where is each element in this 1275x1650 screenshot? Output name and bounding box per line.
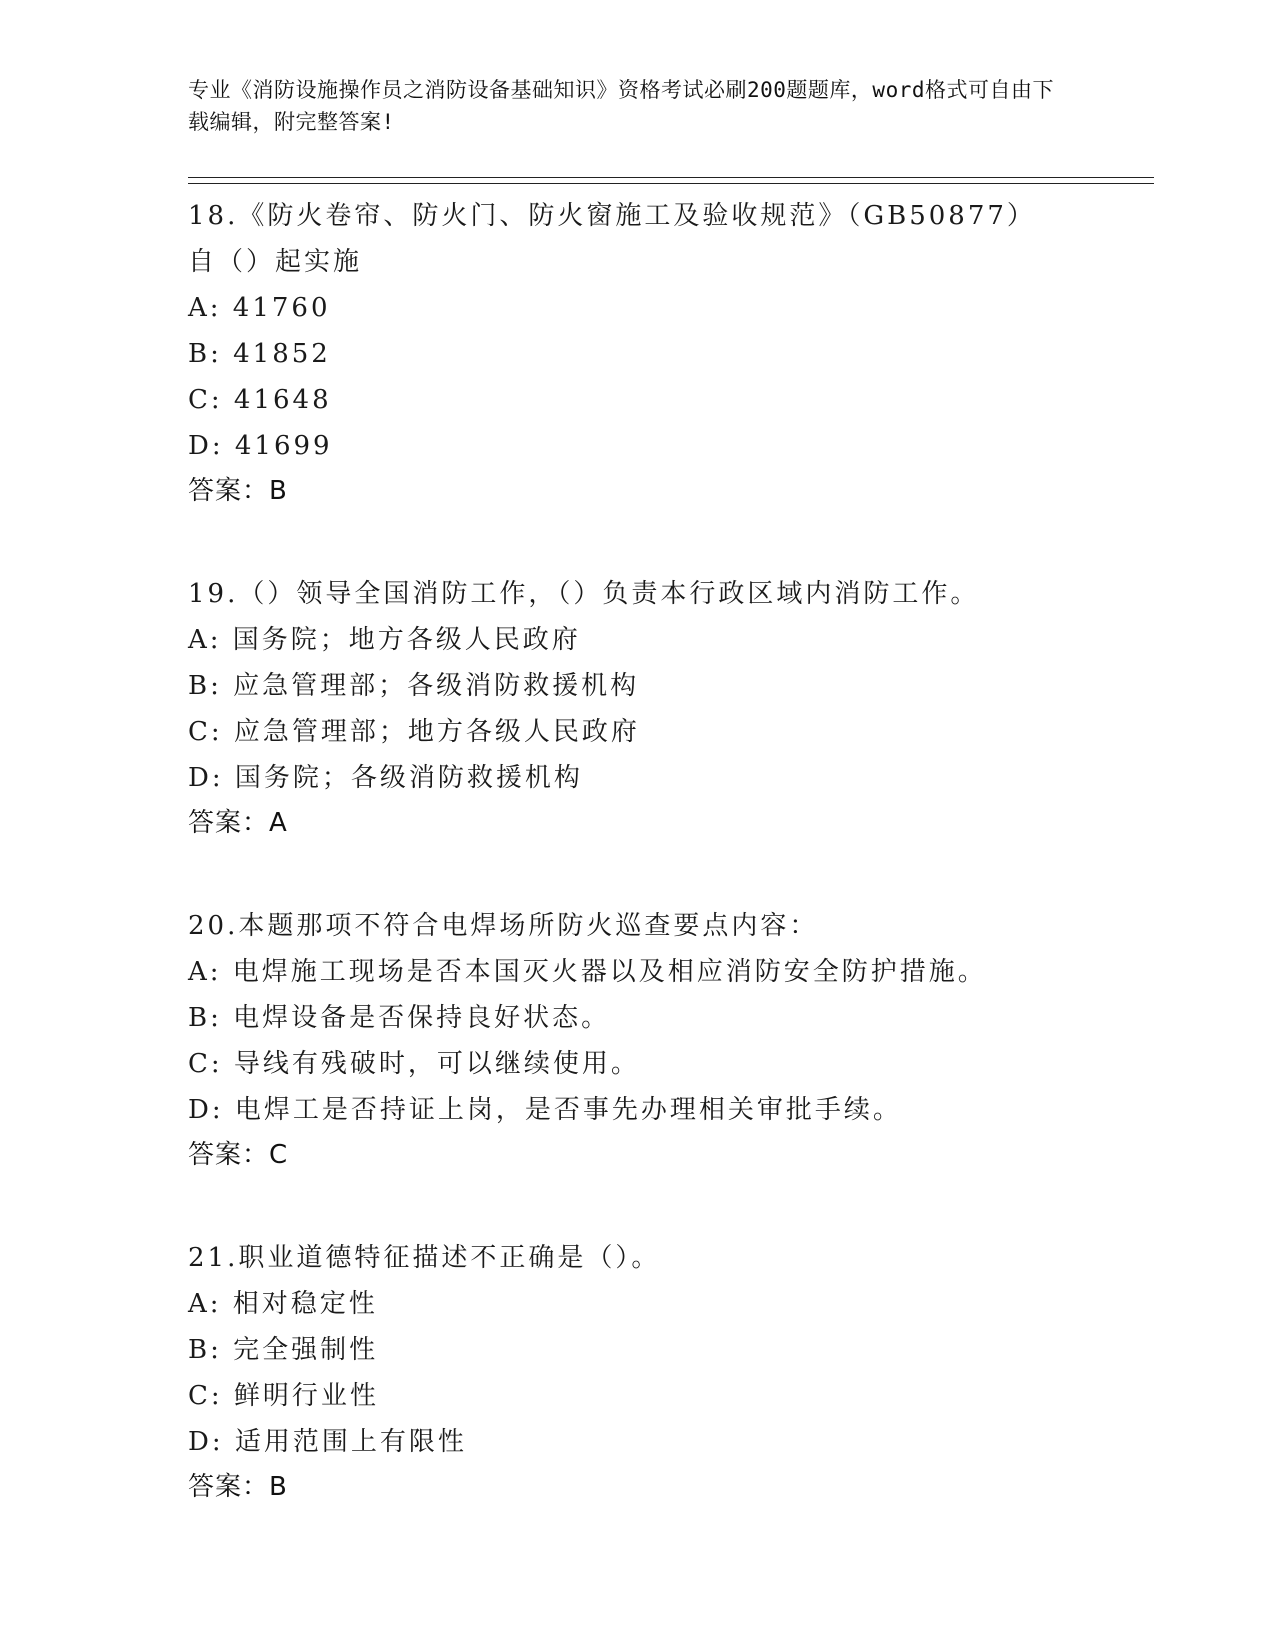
question-19 [188, 571, 1148, 846]
answer-line: 答案：A [188, 808, 288, 838]
question-stem: 21.职业道德特征描述不正确是（）。 [188, 1243, 661, 1273]
question-21 [188, 1235, 1148, 1510]
question-list [188, 193, 1148, 1567]
option-d: D: 41699 [188, 431, 333, 461]
question-18 [188, 193, 1148, 514]
header-divider-bottom [188, 183, 1154, 184]
option-d: D: 国务院；各级消防救援机构 [188, 763, 583, 793]
option-c: C: 导线有残破时，可以继续使用。 [188, 1049, 640, 1079]
option-a: A: 电焊施工现场是否本国灭火器以及相应消防安全防护措施。 [188, 957, 987, 987]
option-b: B: 完全强制性 [188, 1335, 379, 1365]
option-c: C: 41648 [188, 385, 332, 415]
question-stem: 18.《防火卷帘、防火门、防火窗施工及验收规范》（GB50877）自（）起实施 [188, 201, 1036, 277]
option-b: B: 应急管理部；各级消防救援机构 [188, 671, 640, 701]
option-a: A: 相对稳定性 [188, 1289, 378, 1319]
option-c: C: 应急管理部；地方各级人民政府 [188, 717, 640, 747]
option-b: B: 电焊设备是否保持良好状态。 [188, 1003, 611, 1033]
question-20 [188, 903, 1148, 1178]
option-d: D: 适用范围上有限性 [188, 1427, 467, 1457]
header-divider-top [188, 177, 1154, 178]
answer-line: 答案：B [188, 476, 288, 506]
question-stem: 19.（）领导全国消防工作，（）负责本行政区域内消防工作。 [188, 579, 980, 609]
question-stem: 20.本题那项不符合电焊场所防火巡查要点内容： [188, 911, 819, 941]
document-intro: 专业《消防设施操作员之消防设备基础知识》资格考试必刷200题题库，word格式可自由下载编辑，附完整答案! [188, 78, 1054, 134]
option-d: D: 电焊工是否持证上岗，是否事先办理相关审批手续。 [188, 1095, 902, 1125]
answer-line: 答案：C [188, 1140, 289, 1170]
answer-line: 答案：B [188, 1472, 288, 1502]
option-b: B: 41852 [188, 339, 331, 369]
option-a: A: 国务院；地方各级人民政府 [188, 625, 581, 655]
option-a: A: 41760 [188, 293, 331, 323]
option-c: C: 鲜明行业性 [188, 1381, 379, 1411]
